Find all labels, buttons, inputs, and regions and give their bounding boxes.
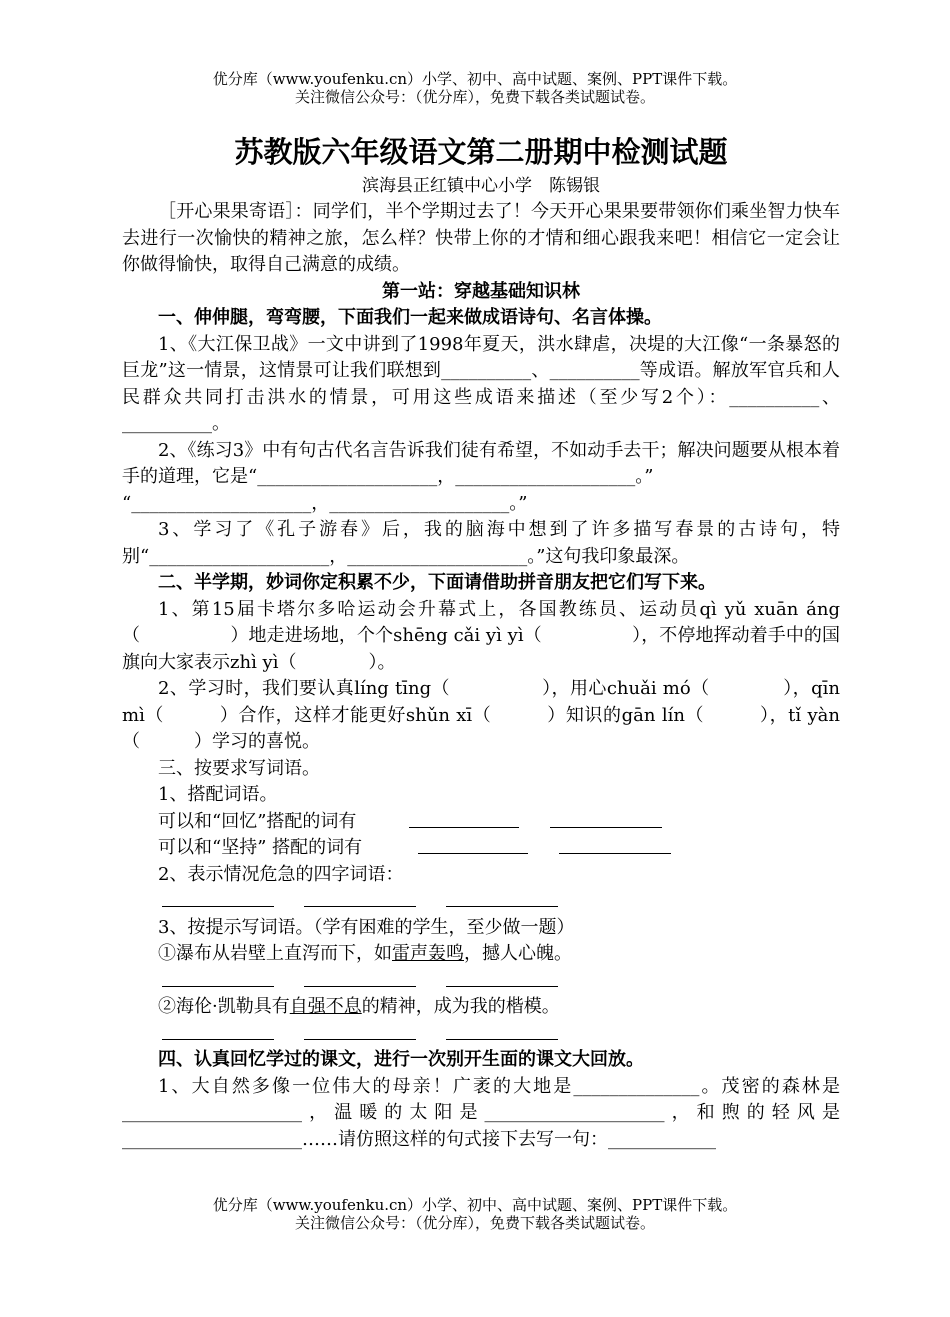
section-2-heading: 二、半学期，妙词你定积累不少，下面请借助拼音朋友把它们写下来。: [158, 572, 716, 593]
section-3-heading: 三、按要求写词语。: [158, 757, 320, 779]
example-2-word: 自强不息: [289, 996, 362, 1017]
section-1-question-2: 2、《练习3》中有句古代名言告诉我们徒有希望，不如动手去干；解决问题要从根本着手的道理，它是“____________________，____________________。”: [122, 439, 840, 487]
station-1-heading: 第一站：穿越基础知识林: [382, 280, 580, 302]
example-2-blanks: [122, 1021, 840, 1048]
example-1-word: 雷声轰鸣: [392, 943, 464, 964]
section-1-question-3: 3、学习了《孔子游春》后，我的脑海中想到了许多描写春景的古诗句，特别“____________________，____________________。”这句我印象最深。: [122, 519, 840, 567]
section-1-question-2-line-2: “____________________，____________________。”: [122, 492, 528, 514]
collocation-row-huiyi: [122, 809, 840, 836]
example-1-blanks: [122, 968, 840, 995]
intro-paragraph: ［开心果果寄语］：同学们，半个学期过去了！今天开心果果要带领你们乘坐智力快车去进行一次愉快的精神之旅，怎么样？快带上你的才情和细心跟我来吧！相信它一定会让你做得愉快，取得自己满意的成绩。: [122, 201, 840, 275]
section-3-example-1: [122, 941, 840, 968]
answer-blank[interactable]: [304, 1039, 416, 1040]
example-2-prefix: ②海伦·凯勒具有: [158, 996, 290, 1017]
answer-blank[interactable]: [304, 906, 416, 907]
section-3-sub-3: 3、按提示写词语。（学有困难的学生，至少做一题）: [158, 916, 575, 938]
answer-blank[interactable]: [446, 1039, 558, 1040]
answer-blank[interactable]: [550, 827, 662, 828]
section-1-heading: 一、伸伸腿，弯弯腰，下面我们一起来做成语诗句、名言体操。: [158, 307, 662, 328]
header-line-1: 优分库（www.youfenku.cn）小学、初中、高中试题、案例、PPT课件下载。: [212, 70, 738, 88]
answer-blank[interactable]: [409, 827, 519, 828]
section-3-example-2: [122, 994, 840, 1021]
header-line-2: 关注微信公众号：（优分库），免费下载各类试题试卷。: [294, 88, 655, 106]
exam-title: 苏教版六年级语文第二册期中检测试题: [234, 135, 728, 169]
example-1-suffix: ，撼人心魄。: [464, 943, 572, 964]
answer-blank[interactable]: [446, 986, 558, 987]
footer-line-1: 优分库（www.youfenku.cn）小学、初中、高中试题、案例、PPT课件下载。: [212, 1196, 738, 1214]
collocation-row-jianchi: [122, 835, 840, 862]
section-2-question-1: 1、第15届卡塔尔多哈运动会升幕式上，各国教练员、运动员qì yǔ xuān áng（ ）地走进场地，个个shēng cǎi yì yì（ ），不停地挥动着手中的国旗向大家表示zhì yì（ ）。: [122, 598, 840, 673]
exam-body: [122, 134, 840, 1153]
answer-blank[interactable]: [446, 906, 558, 907]
answer-blank[interactable]: [162, 1039, 274, 1040]
section-3-sub-1: 1、搭配词语。: [158, 784, 278, 805]
urgent-words-blanks: [122, 888, 840, 915]
section-4-heading: 四、认真回忆学过的课文，进行一次别开生面的课文大回放。: [158, 1049, 644, 1070]
section-4-question-1: 1、大自然多像一位伟大的母亲！广袤的大地是______________。茂密的森林是____________________，温暖的太阳是____________________，和煦的轻风是____________________……请仿照这样的句式接下去写一句：____________: [122, 1075, 840, 1150]
section-3-sub-2: 2、表示情况危急的四字词语：: [158, 863, 404, 885]
answer-blank[interactable]: [162, 906, 274, 907]
example-1-prefix: ①瀑布从岩壁上直泻而下，如: [158, 943, 392, 964]
answer-blank[interactable]: [162, 986, 274, 987]
collocation-label-huiyi: 可以和“回忆”搭配的词有: [158, 810, 357, 832]
collocation-label-jianchi: 可以和“坚持” 搭配的词有: [158, 837, 363, 858]
example-2-suffix: 的精神，成为我的楷模。: [361, 996, 560, 1017]
footer-line-2: 关注微信公众号：（优分库），免费下载各类试题试卷。: [294, 1214, 655, 1232]
answer-blank[interactable]: [559, 853, 671, 854]
section-1-question-1: 1、《大江保卫战》一文中讲到了1998年夏天，洪水肆虐，决堤的大江像“一条暴怒的巨龙”这一情景，这情景可让我们联想到__________、__________等成语。解放军官兵和人民群众共同打击洪水的情景，可用这些成语来描述（至少写2个）：__________、__________。: [122, 333, 840, 434]
answer-blank[interactable]: [304, 986, 416, 987]
author-line: 滨海县正红镇中心小学 陈锡银: [362, 176, 600, 196]
section-2-question-2: 2、学习时，我们要认真líng tīng（ ），用心chuǎi mó（ ），qīn mì（ ）合作，这样才能更好shǔn xī（ ）知识的gān lín（ ），tǐ yàn（ ）学习的喜悦。: [122, 678, 840, 752]
answer-blank[interactable]: [418, 853, 528, 854]
